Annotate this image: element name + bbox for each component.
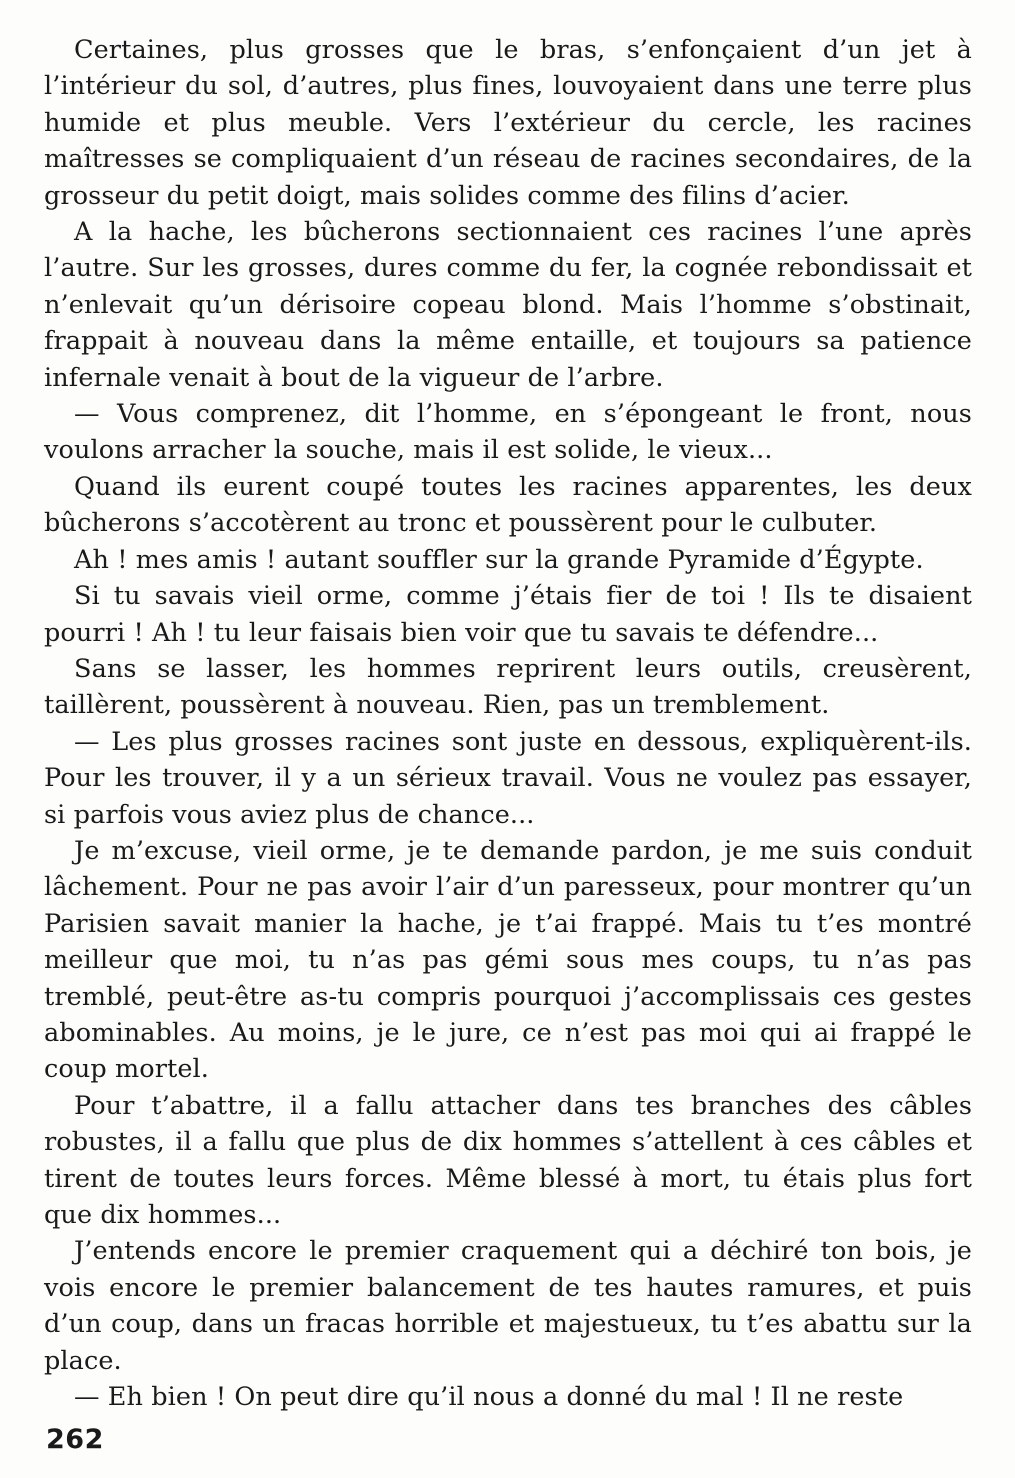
paragraph-12: — Eh bien ! On peut dire qu’il nous a donné du mal ! Il ne reste bbox=[74, 1382, 904, 1413]
paragraph-7: Sans se lasser, les hommes reprirent leurs outils, creusèrent, taillèrent, poussèrent à nouveau. Rien, pas un tremblement. bbox=[44, 653, 972, 721]
paragraph-8: — Les plus grosses racines sont juste en dessous, expliquèrent-ils. Pour les trouver, il y a un sérieux travail. Vous ne voulez pas essayer, si parfois vous aviez plus de chance... bbox=[44, 726, 972, 830]
paragraph-5: Ah ! mes amis ! autant souffler sur la grande Pyramide d’Égypte. bbox=[74, 544, 924, 575]
paragraph-2: A la hache, les bûcherons sectionnaient ces racines l’une après l’autre. Sur les grosses, dures comme du fer, la cognée rebondissait et n’enlevait qu’un dérisoire copeau blond. Mais l’homme s’obstinait, frappait à nouveau dans la même entaille, et toujours sa patience infernale venait à bout de la vigueur de l’arbre. bbox=[44, 217, 972, 393]
paragraph-4: Quand ils eurent coupé toutes les racines apparentes, les deux bûcherons s’accotèrent au tronc et poussèrent pour le culbuter. bbox=[44, 471, 972, 539]
paragraph-10: Pour t’abattre, il a fallu attacher dans tes branches des câbles robustes, il a fallu que plus de dix hommes s’attellent à ces câbles et tirent de toutes leurs forces. Même blessé à mort, tu étais plus fort que dix hommes... bbox=[44, 1090, 972, 1230]
page-number: 262 bbox=[46, 1424, 104, 1455]
paragraph-11: J’entends encore le premier craquement qui a déchiré ton bois, je vois encore le premier balancement de tes hautes ramures, et puis d’un coup, dans un fracas horrible et majestueux, tu t’es abattu sur la place. bbox=[44, 1236, 972, 1376]
paragraph-1: Certaines, plus grosses que le bras, s’enfonçaient d’un jet à l’intérieur du sol, d’autres, plus fines, louvoyaient dans une terre plus humide et plus meuble. Vers l’extérieur du cercle, les racines maîtresses se compliquaient d’un réseau de racines secondaires, de la grosseur du petit doigt, mais solides comme des filins d’acier. bbox=[44, 35, 972, 211]
paragraph-9: Je m’excuse, vieil orme, je te demande pardon, je me suis conduit lâchement. Pour ne pas avoir l’air d’un paresseux, pour montrer qu’un Parisien savait manier la hache, je t’ai frappé. Mais tu t’es montré meilleur que moi, tu n’as pas gémi sous mes coups, tu n’as pas tremblé, peut-être as-tu compris pourquoi j’accomplissais ces gestes abominables. Au moins, je le jure, ce n’est pas moi qui ai frappé le coup mortel. bbox=[44, 835, 972, 1085]
paragraph-6: Si tu savais vieil orme, comme j’étais fier de toi ! Ils te disaient pourri ! Ah ! tu leur faisais bien voir que tu savais te défendre... bbox=[44, 581, 972, 648]
paragraph-3: — Vous comprenez, dit l’homme, en s’épongeant le front, nous voulons arracher la souche, mais il est solide, le vieux... bbox=[44, 399, 972, 466]
body-text bbox=[44, 32, 972, 1415]
